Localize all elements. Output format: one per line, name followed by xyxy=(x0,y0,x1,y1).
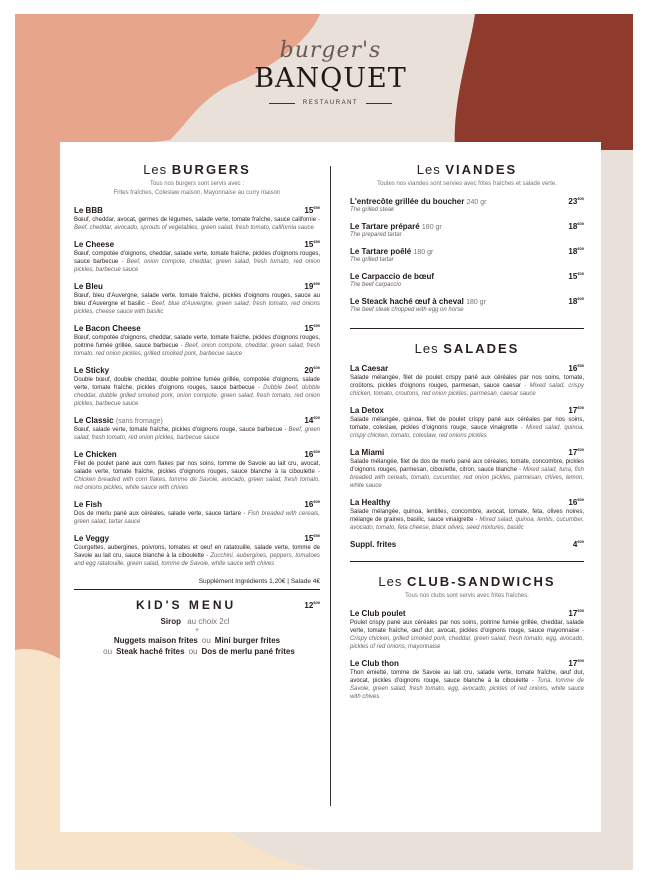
item-head xyxy=(74,282,320,291)
item-description-en: - Mixed salad, crispy chicken, tomato, croutons, red onion pickles, parmesan, caesar sauce xyxy=(350,383,584,397)
item-head xyxy=(350,364,584,373)
item-price xyxy=(304,534,320,543)
item-description xyxy=(74,544,320,568)
item-price xyxy=(304,416,320,425)
left-column xyxy=(74,142,320,657)
item-price-value: 15 xyxy=(304,206,314,215)
item-price-value: 16 xyxy=(568,364,578,373)
item-name xyxy=(74,240,114,249)
burger-item xyxy=(74,324,320,358)
item-description-en: - Beef, onion compote, cheddar, green salad, fresh tomato, red onion pickles, grilled smoked pork, barbecue sauce xyxy=(74,343,320,357)
item-name-text: La Miami xyxy=(350,448,385,457)
item-price-cents: €00 xyxy=(577,405,584,410)
item-price-cents: €00 xyxy=(577,246,584,251)
item-price-cents: €00 xyxy=(313,365,320,370)
item-price-cents: €90 xyxy=(313,239,320,244)
logo-line-right xyxy=(366,103,392,104)
item-description xyxy=(74,510,320,526)
kids-price-value: 12 xyxy=(304,600,314,610)
item-price-value: 18 xyxy=(568,222,578,231)
viande-item xyxy=(350,197,584,214)
item-description-en: - Mixed salad, quinoa, lentils, cucumber, avocado, tomato, feta cheese, black olives, seed mixtures, basilic xyxy=(350,517,585,531)
logo-sub-text: RESTAURANT xyxy=(302,100,359,106)
item-note: 180 gr xyxy=(413,249,434,256)
item-price-value: 15 xyxy=(568,272,578,281)
burger-item xyxy=(74,282,320,316)
kids-price xyxy=(304,601,320,610)
item-name xyxy=(350,197,486,206)
item-description xyxy=(350,458,584,490)
item-price-cents: €00 xyxy=(577,296,584,301)
kids-mini-burger: Mini burger frites xyxy=(214,636,281,645)
burgers-title-bold: BURGERS xyxy=(171,162,251,177)
item-description xyxy=(74,334,320,358)
item-head xyxy=(74,206,320,215)
item-price-value: 14 xyxy=(304,416,314,425)
item-head xyxy=(74,240,320,249)
item-name-text: Le Tartare préparé xyxy=(350,222,420,231)
item-description xyxy=(74,460,320,492)
burger-item xyxy=(74,534,320,568)
club-title-bold: CLUB-SANDWICHS xyxy=(406,574,556,589)
item-head xyxy=(350,297,584,306)
item-note: 180 gr xyxy=(421,224,442,231)
salade-item xyxy=(350,364,584,398)
item-name xyxy=(350,406,384,415)
club-title xyxy=(350,574,584,589)
item-price xyxy=(568,406,584,415)
kids-rule xyxy=(74,589,320,590)
item-price-value: 17 xyxy=(568,448,578,457)
club-intro: Tous nos clubs sont servis avec frites fraîches. xyxy=(405,593,529,599)
item-price xyxy=(304,282,320,291)
viandes-title xyxy=(350,162,584,177)
item-description-en: The grilled steak xyxy=(350,207,395,213)
item-price-cents: €00 xyxy=(577,497,584,502)
item-name-text: Le Bacon Cheese xyxy=(74,324,141,333)
item-price xyxy=(568,364,584,373)
item-description-en: - Fish breaded with cereals, green salad, tartar sauce xyxy=(74,511,320,525)
viandes-list xyxy=(350,197,584,314)
item-price-cents: €00 xyxy=(313,449,320,454)
item-name xyxy=(350,272,434,281)
item-head xyxy=(74,450,320,459)
logo-line-left xyxy=(269,103,295,104)
item-price xyxy=(568,222,584,231)
viande-item xyxy=(350,247,584,264)
item-name-text: Le Cheese xyxy=(74,240,115,249)
burgers-intro-line1: Tous nos burgers sont servis avec : xyxy=(149,181,245,187)
item-price-value: 23 xyxy=(568,197,578,206)
item-price-cents: €90 xyxy=(313,533,320,538)
salades-title-les: Les xyxy=(414,341,439,356)
item-price-value: 16 xyxy=(304,450,314,459)
item-name-text: Le Steack haché œuf à cheval xyxy=(350,297,464,306)
item-name xyxy=(74,206,103,215)
item-description-fr: Filet de poulet pané aux corn flakes par nos soins, tomme de Savoie au lait cru, avocat, salade verte, tomate fraîche, pickles d'oignons rouges, sauce blanche à la ciboulette xyxy=(74,461,320,475)
item-price-value: 17 xyxy=(568,659,578,668)
burgers-intro xyxy=(74,180,320,198)
item-description-en: - Mixed salad, quinoa, crispy chicken, tomato, coleslaw, red onions pickles xyxy=(350,425,585,439)
item-head xyxy=(350,448,584,457)
column-divider xyxy=(330,166,331,806)
menu-card xyxy=(60,142,601,832)
item-name-text: La Healthy xyxy=(350,498,391,507)
item-price xyxy=(304,450,320,459)
logo-main: BANQUET xyxy=(254,63,407,94)
item-head xyxy=(350,197,584,206)
item-description xyxy=(74,216,320,232)
salades-rule xyxy=(350,328,584,329)
kids-line-1 xyxy=(74,635,320,646)
item-description xyxy=(350,669,584,701)
item-head xyxy=(74,534,320,543)
item-head xyxy=(350,406,584,415)
burger-item xyxy=(74,240,320,274)
item-name-text: L'entrecôte grillée du boucher xyxy=(350,197,465,206)
item-description-en: The beef steak chopped with egg on horse xyxy=(350,307,464,313)
item-description-fr: Dos de merlu pané aux céréales, salade verte, sauce tartare xyxy=(74,511,242,517)
item-price-value: 17 xyxy=(568,609,578,618)
item-price xyxy=(568,197,584,206)
item-name xyxy=(74,366,109,375)
item-price xyxy=(568,448,584,457)
item-description-fr: Bœuf, compotée d'oignons, cheddar, salade verte, tomate fraîche, pickles d'oignons rouges, poitrine fumée grillée, sauce barbecue xyxy=(74,335,320,349)
club-title-les: Les xyxy=(378,574,403,589)
kids-price-cents: €00 xyxy=(313,599,320,605)
item-description-fr: Poulet crispy pané aux céréales par nos soins, poitrine fumée grillée, cheddar, salade verte, tomate fraîche, œuf dur, avocat, pickles d'oignons rouge, sauce mayonnaise xyxy=(350,620,584,634)
logo-sub xyxy=(0,100,661,106)
item-name xyxy=(350,448,384,457)
item-description-fr: Courgettes, aubergines, poivrons, tomates et oeuf en ratatouille, salade verte, tomme de Savoie au lait cru, sauce blanche à la ciboulette xyxy=(74,545,320,559)
item-description-en: - Mixed salad, tuna, fish breaded with cereals, tomato, cucumber, red onion pickles, parmesan, chives, lemon, white sauce xyxy=(350,467,584,489)
item-name-text: Le Classic xyxy=(74,416,114,425)
item-head xyxy=(350,247,584,256)
item-description xyxy=(350,374,584,398)
item-head xyxy=(350,222,584,231)
item-price xyxy=(568,659,584,668)
item-name-text: Le Carpaccio de bœuf xyxy=(350,272,435,281)
item-name-text: Le Club thon xyxy=(350,659,399,668)
suppl-frites-name: Suppl. frites xyxy=(350,540,397,549)
kids-sirop: Sirop xyxy=(160,617,181,626)
kids-options xyxy=(74,616,320,657)
salade-item xyxy=(350,498,584,532)
item-price xyxy=(568,247,584,256)
item-description-en: - Beef, cheddar, avocado, sprouts of vegetables, green salad, fresh tomato, california sauce xyxy=(74,217,320,231)
kids-merlu: Dos de merlu pané frites xyxy=(201,647,295,656)
item-name-text: Le Bleu xyxy=(74,282,103,291)
item-price-cents: €00 xyxy=(577,196,584,201)
burger-item xyxy=(74,206,320,232)
item-head xyxy=(350,272,584,281)
item-description xyxy=(74,426,320,442)
salades-title-bold: SALADES xyxy=(443,341,520,356)
viandes-intro: Toutes nos viandes sont servies avec frites fraîches et salade verte. xyxy=(377,181,557,187)
item-description xyxy=(350,508,584,532)
item-price-value: 15 xyxy=(304,324,314,333)
club-item xyxy=(350,609,584,651)
kids-line-2 xyxy=(74,646,320,657)
item-price-value: 16 xyxy=(304,500,314,509)
item-name xyxy=(350,364,388,373)
burgers-intro-line2: Frites fraîches, Coleslaw maison, Mayonnaise au curry maison xyxy=(113,190,281,196)
item-price xyxy=(304,500,320,509)
item-price-cents: €00 xyxy=(577,271,584,276)
item-price-value: 18 xyxy=(568,247,578,256)
item-description-fr: Double bœuf, double cheddar, double poitrine fumée grillée, compotée d'oignons, salade verte, tomate fraîche, pickles d'oignons rouges, sauce barbecue xyxy=(74,377,320,391)
item-description-en: - Tuna, tomme de Savoie, green salad, fresh tomato, egg, avocado, pickles of red onions, white sauce with chives xyxy=(350,678,584,700)
item-description xyxy=(350,416,584,440)
burger-item xyxy=(74,366,320,408)
item-price xyxy=(304,206,320,215)
item-description-fr: Thon émietté, tomme de Savoie au lait cru, salade verte, tomate fraîche, œuf dur, avocat, pickles d'oignons rouge, sauce blanche à la ciboulette xyxy=(350,670,584,684)
item-description-en: - Chicken breaded with corn flakes, tomme de Savoie, avocado, green salad, fresh tomato, red onions pickles, white sauce with chives xyxy=(74,469,320,491)
item-price-cents: €00 xyxy=(313,499,320,504)
viande-item xyxy=(350,222,584,239)
item-description-en: The grilled tartar xyxy=(350,257,394,263)
item-name-text: Le Chicken xyxy=(74,450,117,459)
item-price xyxy=(568,498,584,507)
item-name xyxy=(74,324,141,333)
item-name-text: Le BBB xyxy=(74,206,103,215)
item-head xyxy=(350,498,584,507)
item-name-text: Le Tartare poêlé xyxy=(350,247,412,256)
item-price xyxy=(568,272,584,281)
item-description-en: - Zucchini, aubergines, peppers, tomatoes and egg ratatouille, green salad, tomme de Savoie, white sauce with chives xyxy=(74,553,321,567)
item-description-en: The prepared tartar xyxy=(350,232,402,238)
club-item xyxy=(350,659,584,701)
item-price xyxy=(568,297,584,306)
item-price-cents: €90 xyxy=(313,323,320,328)
item-description-en: - Beef, green salad, fresh tomato, red onion pickles, barbecue sauce xyxy=(74,427,320,441)
item-price xyxy=(568,609,584,618)
kids-title: KID'S MENU xyxy=(136,598,237,612)
suppl-frites-price-value: 4 xyxy=(572,540,578,549)
item-name xyxy=(74,450,117,459)
item-description-en: - Beef, onion compote, cheddar, green salad, fresh tomato, red onion pickles, barbecue sauce xyxy=(74,259,321,273)
item-price-cents: €00 xyxy=(577,608,584,613)
item-head xyxy=(74,500,320,509)
viande-item xyxy=(350,272,584,289)
item-description xyxy=(74,292,320,316)
logo xyxy=(0,40,661,106)
item-note: (sans fromage) xyxy=(115,418,163,425)
item-name-text: Le Club poulet xyxy=(350,609,406,618)
item-note: 240 gr xyxy=(466,199,487,206)
item-description-fr: Bœuf, bleu d'Auvergne, salade verte, tomate fraîche, pickles d'oignons rouges, sauce au bleu d'Auvergne et basilic xyxy=(74,293,320,307)
item-name xyxy=(74,500,102,509)
item-name xyxy=(74,534,109,543)
item-description xyxy=(74,250,320,274)
item-description-fr: Bœuf, cheddar, avocat, germes de légumes, salade verte, tomate fraîche, sauce californie xyxy=(74,217,317,223)
item-price-value: 15 xyxy=(304,240,314,249)
supplement-note: Supplément Ingrédients 1,20€ | Salade 4€ xyxy=(198,578,320,585)
viande-item xyxy=(350,297,584,314)
item-head xyxy=(74,416,320,425)
item-name xyxy=(74,416,163,425)
item-price-cents: €00 xyxy=(313,415,320,420)
item-note: 180 gr xyxy=(466,299,486,306)
viandes-title-les: Les xyxy=(416,162,441,177)
item-price-value: 18 xyxy=(568,297,578,306)
item-name xyxy=(350,297,486,306)
item-description-fr: Bœuf, salade verte, tomate fraîche, pickles d'oignons rouge, sauce barbecue xyxy=(74,427,283,433)
item-name xyxy=(350,247,433,256)
item-description-en: The beef carpaccio xyxy=(350,282,402,288)
item-price-cents: €50 xyxy=(577,363,584,368)
suppl-frites xyxy=(350,540,584,549)
item-price-cents: €00 xyxy=(577,447,584,452)
right-column xyxy=(350,142,584,701)
item-price xyxy=(304,324,320,333)
item-name xyxy=(350,659,399,668)
item-head xyxy=(74,366,320,375)
kids-or-3: ou xyxy=(188,647,198,656)
item-name xyxy=(350,609,406,618)
item-name-text: La Detox xyxy=(350,406,384,415)
item-description-fr: Salade mélangée, quinoa, lentilles, concombre, avocat, tomate, feta, olives noires, mélange de graines, basilic, sauce vinaigrette xyxy=(350,509,584,523)
kids-nuggets: Nuggets maison frites xyxy=(113,636,198,645)
kids-or-1: ou xyxy=(201,636,211,645)
item-description-fr: Salade mélangée, quinoa, filet de poulet crispy pané aux céréales par nos soins, tomate, coleslaw, pickles d'oignons rouge, sauce vinaigrette xyxy=(350,417,584,431)
item-price-cents: €90 xyxy=(313,281,320,286)
item-price-cents: €00 xyxy=(577,221,584,226)
item-name xyxy=(74,282,103,291)
item-description xyxy=(350,619,584,651)
item-head xyxy=(350,659,584,668)
item-price xyxy=(304,366,320,375)
item-name xyxy=(350,222,442,231)
item-name-text: La Caesar xyxy=(350,364,389,373)
peach-shape-left xyxy=(15,140,60,720)
kids-sirop-note: au choix 2cl xyxy=(187,617,230,626)
item-description xyxy=(74,376,320,408)
item-name xyxy=(350,498,390,507)
item-name-text: Le Veggy xyxy=(74,534,110,543)
club-rule xyxy=(350,561,584,562)
item-price-value: 19 xyxy=(304,282,314,291)
item-description-en: - Crispy chicken, grilled smoked pork, cheddar, green salad, fresh tomato, egg, avocado, pickles of red onions, mayonnaise xyxy=(350,628,584,650)
item-name-text: Le Fish xyxy=(74,500,103,509)
kids-steak: Steak haché frites xyxy=(116,647,185,656)
item-description-en: - Beef, blue d'Auvergne, green salad, fresh tomato, red onions pickles, cheese sauce with basilic xyxy=(74,301,320,315)
viandes-title-bold: VIANDES xyxy=(445,162,518,177)
item-price-value: 16 xyxy=(568,498,578,507)
kids-or-2: ou xyxy=(103,647,113,656)
salade-item xyxy=(350,448,584,490)
burger-item xyxy=(74,450,320,492)
burger-list xyxy=(74,206,320,568)
item-name-text: Le Sticky xyxy=(74,366,110,375)
logo-script: burger's xyxy=(279,38,382,63)
item-head xyxy=(350,609,584,618)
salade-item xyxy=(350,406,584,440)
burger-item xyxy=(74,416,320,442)
item-price-value: 17 xyxy=(568,406,578,415)
salades-list xyxy=(350,364,584,532)
kids-header xyxy=(74,598,320,612)
item-head xyxy=(74,324,320,333)
item-price xyxy=(304,240,320,249)
burgers-title xyxy=(74,162,320,177)
club-list xyxy=(350,609,584,701)
item-price-cents: €00 xyxy=(577,658,584,663)
kids-sirop-line xyxy=(74,616,320,627)
item-price-value: 20 xyxy=(304,366,314,375)
item-price-value: 15 xyxy=(304,534,314,543)
kids-plus: + xyxy=(194,627,200,634)
item-description-en: - Dubble beef, dubble cheddar, dubble grilled smoked pork, onion compote, green salad, fresh tomato, red onion pickles, barbecue sauce xyxy=(74,385,320,407)
suppl-frites-price xyxy=(573,540,584,549)
burgers-title-les: Les xyxy=(143,162,168,177)
salades-title xyxy=(350,341,584,356)
suppl-frites-price-cents: €00 xyxy=(577,539,584,544)
item-description-fr: Bœuf, compotée d'oignons, cheddar, salade verte, tomate fraîche, pickles d'oignons rouges, sauce barbecue xyxy=(74,251,320,265)
burger-item xyxy=(74,500,320,526)
item-description-fr: Salade mélangée, filet de dos de merlu pané aux céréales, tomate, concombre, pickles d'oignons rouges, parmesan, ciboulette, citron, sauce blanche xyxy=(350,459,584,473)
item-price-cents: €90 xyxy=(313,205,320,210)
item-description-fr: Salade mélangée, filet de poulet crispy pané aux céréales par nos soins, tomate, croûtons, pickles d'oignons rouges, parmesan, sauce caesar xyxy=(350,375,584,389)
